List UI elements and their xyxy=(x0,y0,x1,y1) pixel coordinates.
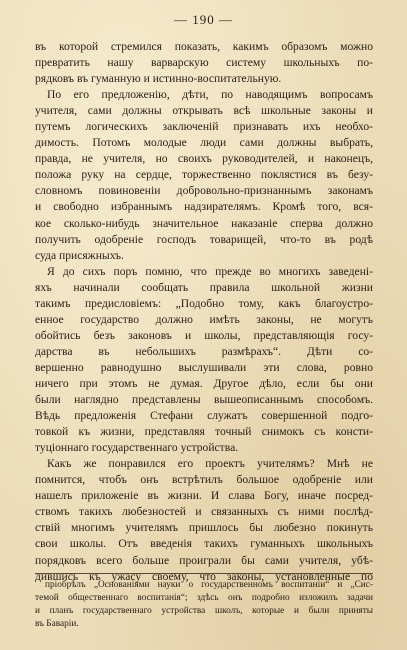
text-line: димость. Потомъ молодые люди сами должны выбрать, xyxy=(35,136,373,150)
footnote-line: въ Баваріи. xyxy=(35,619,79,629)
page-number: — 190 — xyxy=(174,12,233,27)
text-line: свои школы. Отъ введенія такихъ гуманныхъ школьныхъ xyxy=(35,537,373,551)
text-line: были наглядно представлены вышеописаннымъ способомъ. xyxy=(35,393,373,407)
text-line: ствій многимъ учителямъ пришлось бы любезно покинуть xyxy=(35,521,373,535)
text-line: превратить нашу варварскую систему школьныхъ по- xyxy=(35,56,373,70)
text-line: дившись къ ужасу своему, что законы, установленные по xyxy=(35,569,373,583)
text-line: вершенно равнодушно выслушивали эти слова, ровно xyxy=(35,360,373,374)
text-line: По его предложенію, дѣти, по наводящимъ вопросамъ xyxy=(47,88,373,102)
text-line: Какъ же понравился его проектъ учителямъ? Мнѣ не xyxy=(47,457,373,471)
text-line: яхъ начинали сообщать правила школьной жизни xyxy=(35,280,373,294)
footnote xyxy=(35,579,373,631)
text-line: положа руку на сердце, торжественно поклястися въ безу- xyxy=(35,168,373,182)
text-line: получить одобреніе господъ товарищей, что-то въ родѣ xyxy=(35,232,373,246)
text-line: такимъ предисловіемъ: „Подобно тому, какъ благоустро- xyxy=(35,296,373,310)
text-line: обойтись безъ законовъ и школы, представляющія госу- xyxy=(35,328,373,342)
text-line: Я до сихъ поръ помню, что прежде во многихъ заведені- xyxy=(47,264,373,278)
text-line: рядковъ въ гуманную и истинно-воспитательную. xyxy=(35,72,282,86)
text-line: ствомъ такихъ любезностей и связанныхъ съ ними послѣд- xyxy=(35,505,373,519)
text-line: словномъ повиновеніи добровольно-признаннымъ законамъ xyxy=(35,184,373,198)
text-line: порядковъ всего больше проиграли бы сами учителя, убѣ- xyxy=(35,553,373,567)
footnote-line: темой общественнаго воспитанія“; здѣсь онъ подробно изложилъ задачи xyxy=(35,593,373,603)
text-line: енное государство должно имѣть законы, не могутъ xyxy=(35,312,373,326)
text-line: Вѣдь предложенія Стефани служатъ совершенной подго- xyxy=(35,409,373,423)
footnote-divider xyxy=(35,573,373,574)
text-line: ничего при этомъ не думая. Другое дѣло, если бы они xyxy=(35,376,373,390)
text-line: и свободно избраннымъ надзирателямъ. Кромѣ того, вся- xyxy=(35,200,373,214)
text-line: товкой къ жизни, представляя точный снимокъ съ консти- xyxy=(35,425,373,439)
footnote-line: пріобрѣлъ „Основаніями науки о государственномъ воспитаніи“ и „Сис- xyxy=(45,580,373,590)
text-line: учителя, сами должны открывать всѣ школьные законы и xyxy=(35,104,373,118)
text-line: кое сколько-нибудь значительное наказаніе сперва должно xyxy=(35,216,373,230)
text-line: въ которой стремился показать, какимъ образомъ можно xyxy=(35,40,373,53)
footnote-line: и планъ государственнаго устройства школъ, которые и были приняты xyxy=(35,606,373,616)
text-line: суда присяжныхъ. xyxy=(35,248,124,262)
text-line: путемъ логическихъ заключеній признавать ихъ необхо- xyxy=(35,120,373,134)
text-line: дарства въ небольшихъ размѣрахъ“. Дѣти со- xyxy=(35,344,373,358)
text-line: правда, не учителя, но своихъ руководителей, и наконецъ, xyxy=(35,152,373,166)
text-line: помнится, чтобъ онъ встрѣтилъ большое одобреніе или xyxy=(35,473,373,487)
text-line: нашелъ приложеніе въ жизни. И слава Богу, иначе посред- xyxy=(35,489,373,503)
text-line: туціоннаго государственнаго устройства. xyxy=(35,441,239,455)
body-text xyxy=(35,39,373,585)
